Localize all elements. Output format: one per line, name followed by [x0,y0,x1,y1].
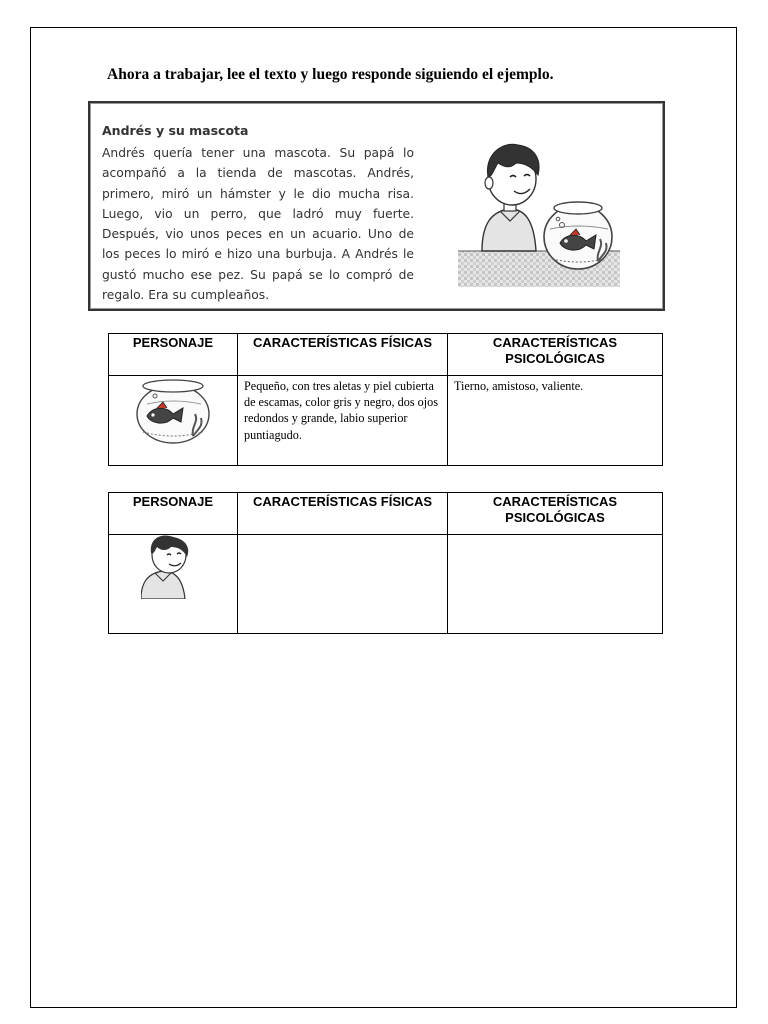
header-caracteristicas-psicologicas: CARACTERÍSTICAS PSICOLÓGICAS [448,334,663,376]
fisicas-answer-cell[interactable] [238,535,448,634]
reading-title: Andrés y su mascota [102,123,249,138]
answer-character-table [108,492,663,634]
psicologicas-text [448,535,662,537]
header-caracteristicas-fisicas: CARACTERÍSTICAS FÍSICAS [238,334,448,376]
boy-icon [141,535,211,599]
reading-box [88,101,665,311]
reading-text: Andrés quería tener una mascota. Su papá lo acompañó a la tienda de mascotas. Andrés, primero, miró un hámster y le dio mucha risa. Luego, vio un perro, que ladró muy fuerte. Después, vio unos peces en un acuario. Uno de los peces lo miró e hizo una burbuja. A Andrés le gustó mucho ese pez. Su papá se lo compró de regalo. Era su cumpleaños. [102,146,414,303]
fisicas-text: Pequeño, con tres aletas y piel cubierta de escamas, color gris y negro, dos ojos redondos y grande, labio superior puntiagudo. [244,379,438,442]
personaje-cell [109,376,238,466]
instruction-heading: Ahora a trabajar, lee el texto y luego responde siguiendo el ejemplo. [107,66,554,83]
header-caracteristicas-fisicas: CARACTERÍSTICAS FÍSICAS [238,493,448,535]
fishbowl-icon [133,374,213,444]
header-caracteristicas-psicologicas: CARACTERÍSTICAS PSICOLÓGICAS [448,493,663,535]
psicologicas-answer-cell[interactable] [448,535,663,634]
fisicas-cell [238,376,448,466]
example-character-table [108,333,663,466]
fisicas-text [238,535,447,537]
header-personaje: PERSONAJE [109,334,238,376]
psicologicas-cell [448,376,663,466]
personaje-cell [109,535,238,634]
psicologicas-text: Tierno, amistoso, valiente. [454,379,584,393]
boy-with-fishbowl-illustration [458,133,624,289]
header-personaje: PERSONAJE [109,493,238,535]
